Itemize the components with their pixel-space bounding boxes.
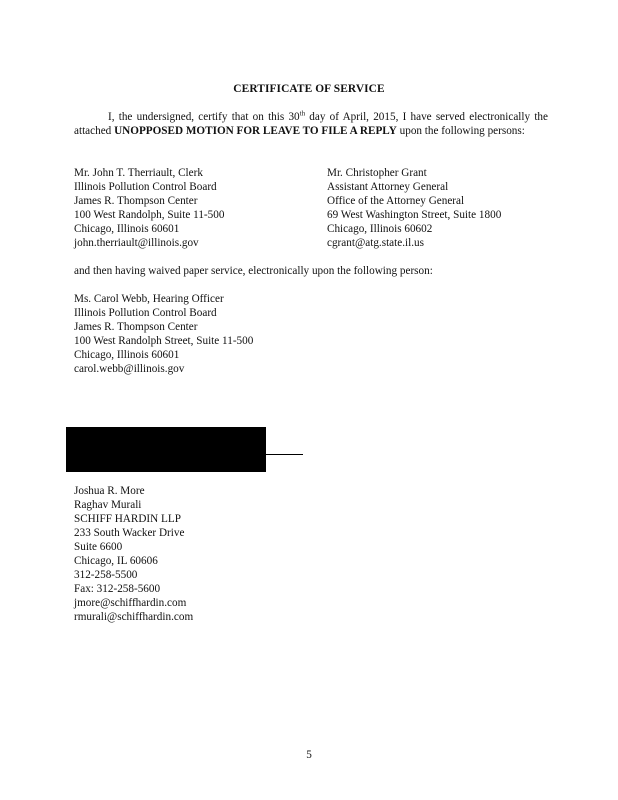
address-line: James R. Thompson Center (74, 321, 198, 333)
page-title: CERTIFICATE OF SERVICE (233, 83, 385, 95)
address-line: 233 South Wacker Drive (74, 527, 185, 539)
email-address: john.therriault@illinois.gov (74, 237, 199, 249)
motion-title: UNOPPOSED MOTION FOR LEAVE TO FILE A REPLY (114, 125, 397, 137)
address-line: Ms. Carol Webb, Hearing Officer (74, 293, 224, 305)
recipient-attorney-general-address (327, 166, 501, 250)
address-line: Illinois Pollution Control Board (74, 307, 217, 319)
intro-text-start: I, the undersigned, certify that on this 30 (108, 111, 300, 123)
waived-service-text: and then having waived paper service, electronically upon the following person: (74, 265, 433, 277)
address-line: Mr. Christopher Grant (327, 167, 427, 179)
email-address: carol.webb@illinois.gov (74, 363, 185, 375)
address-line: Mr. John T. Therriault, Clerk (74, 167, 203, 179)
fax-number: Fax: 312-258-5600 (74, 583, 161, 595)
phone-number: 312-258-5500 (74, 569, 138, 581)
address-line: Assistant Attorney General (327, 181, 449, 193)
email-address: cgrant@atg.state.il.us (327, 237, 424, 249)
counsel-name: Raghav Murali (74, 499, 142, 511)
intro-text-middle: day of April, 2015, I have served electronically the attached (74, 111, 548, 137)
hearing-officer-address (74, 292, 253, 376)
certification-paragraph (74, 110, 548, 138)
address-line: 100 West Randolph Street, Suite 11-500 (74, 335, 254, 347)
recipient-clerk-address (74, 166, 224, 250)
redacted-signature (66, 427, 266, 472)
address-line: 69 West Washington Street, Suite 1800 (327, 209, 502, 221)
intro-text-end: upon the following persons: (396, 125, 525, 137)
address-line: Illinois Pollution Control Board (74, 181, 217, 193)
counsel-name: Joshua R. More (74, 485, 145, 497)
ordinal-suffix: th (299, 109, 306, 118)
email-address: rmurali@schiffhardin.com (74, 611, 194, 623)
firm-name: SCHIFF HARDIN LLP (74, 513, 181, 525)
address-line: Chicago, Illinois 60601 (74, 223, 180, 235)
address-line: Chicago, Illinois 60601 (74, 349, 180, 361)
address-line: Suite 6600 (74, 541, 123, 553)
email-address: jmore@schiffhardin.com (74, 597, 187, 609)
page-number: 5 (306, 749, 312, 761)
signature-line (266, 454, 303, 455)
address-line: 100 West Randolph, Suite 11-500 (74, 209, 225, 221)
counsel-signature-block (74, 484, 193, 624)
address-line: Chicago, IL 60606 (74, 555, 158, 567)
address-line: James R. Thompson Center (74, 195, 198, 207)
address-line: Office of the Attorney General (327, 195, 465, 207)
address-line: Chicago, Illinois 60602 (327, 223, 433, 235)
